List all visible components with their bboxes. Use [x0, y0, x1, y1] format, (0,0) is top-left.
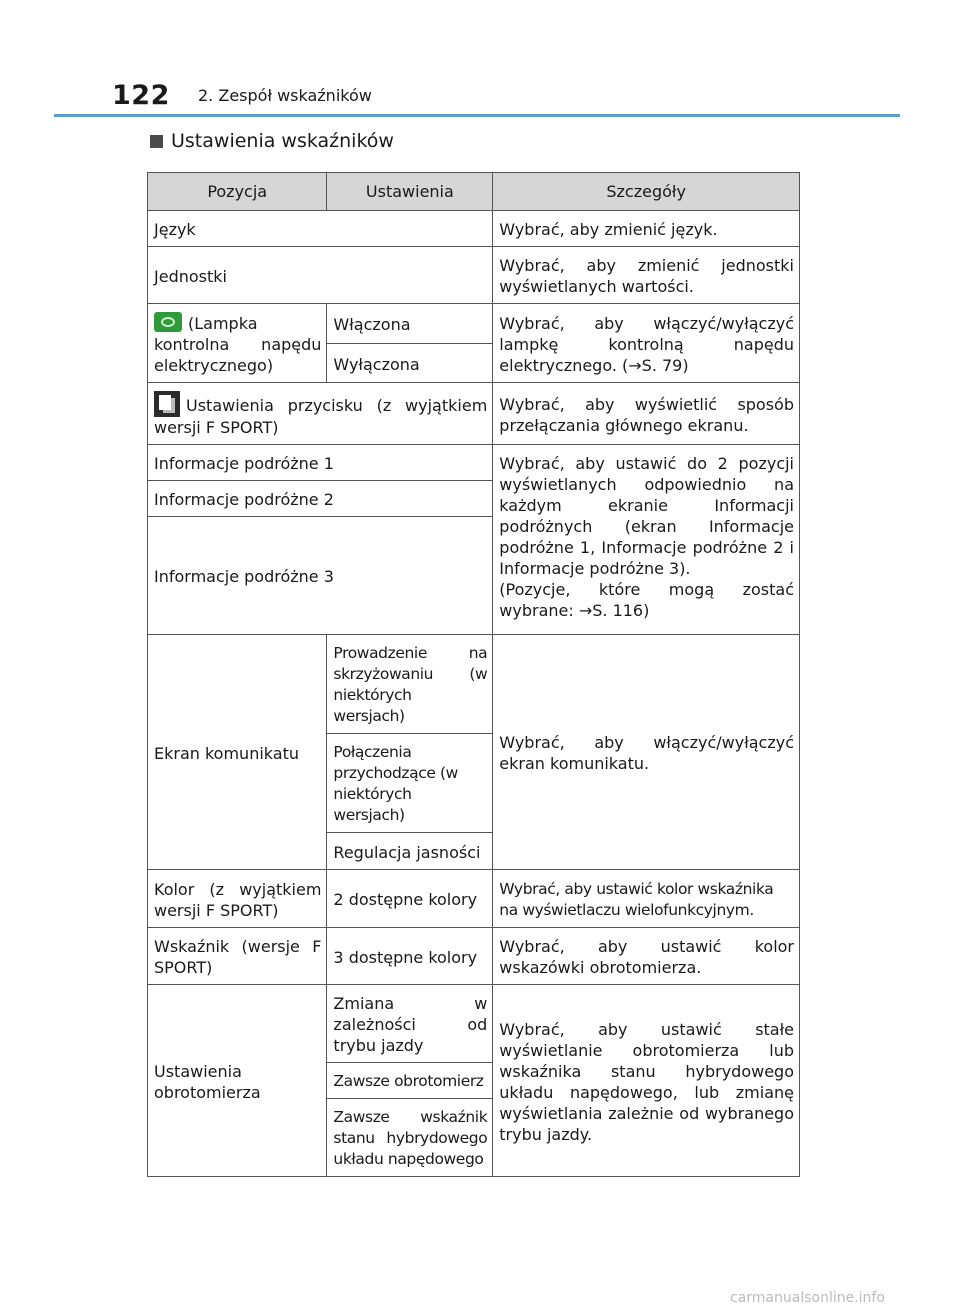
cell-setting: Zawsze wskaźnik stanu hybrydowego układu napędowego [327, 1099, 493, 1177]
cell-position-text: (Lampka kontrolna napędu elektrycznego) [154, 314, 322, 375]
bullet-square-icon [150, 135, 163, 148]
cell-details: Wybrać, aby ustawić stałe wyświetlanie obrotomierza lub wskaźnika stanu hybrydowego układu napędowego, lub zmianę wyświetlania zależnie od wybranego trybu jazdy. [493, 985, 800, 1177]
cell-setting: 3 dostępne kolory [327, 928, 493, 985]
cell-position: Ekran komunikatu [148, 635, 327, 870]
cell-details-note: (Pozycje, które mogą zostać wybrane: →S. 116) [499, 580, 794, 620]
cell-setting: Regulacja jasności [327, 833, 493, 870]
header-cell-details: Szczegóły [493, 173, 800, 211]
section-heading [150, 130, 394, 152]
cell-details: Wybrać, aby wyświetlić sposób przełączania głównego ekranu. [493, 383, 800, 445]
table-row [148, 247, 800, 304]
page-header [0, 0, 960, 118]
table-row [148, 985, 800, 1063]
table-row [148, 304, 800, 344]
cell-position [148, 383, 493, 445]
cell-setting: Zawsze obrotomierz [327, 1063, 493, 1099]
header-rule [54, 114, 900, 117]
cell-details-text: Wybrać, aby ustawić do 2 pozycji wyświetlanych odpowiednio na każdym ekranie Informacji podróżnych (ekran Informacje podróżne 1, Informacje podróżne 2 i Informacje podróżne 3). [499, 454, 794, 578]
display-button-icon [154, 391, 180, 417]
cell-setting: Prowadzenie na skrzyżowaniu (w niektórych wersjach) [327, 635, 493, 734]
chapter-title: 2. Zespół wskaźników [198, 86, 372, 105]
cell-details: Wybrać, aby ustawić kolor wskazówki obrotomierza. [493, 928, 800, 985]
table-header-row [148, 173, 800, 211]
cell-position: Informacje podróżne 2 [148, 481, 493, 517]
cell-details: Wybrać, aby włączyć/wyłączyć ekran komunikatu. [493, 635, 800, 870]
cell-details: Wybrać, aby zmienić jednostki wyświetlanych wartości. [493, 247, 800, 304]
cell-setting-off: Wyłączona [327, 344, 493, 383]
section-title: Ustawienia wskaźników [171, 130, 394, 152]
cell-position: Ustawienia obrotomierza [148, 985, 327, 1177]
ev-indicator-icon [154, 312, 182, 332]
page-number: 122 [112, 80, 170, 111]
cell-position: Kolor (z wyjątkiem wersji F SPORT) [148, 870, 327, 928]
table-row [148, 635, 800, 734]
table-row [148, 928, 800, 985]
cell-details: Wybrać, aby włączyć/wyłączyć lampkę kontrolną napędu elektrycznego. (→S. 79) [493, 304, 800, 383]
cell-position: Informacje podróżne 1 [148, 445, 493, 481]
cell-details [493, 445, 800, 635]
cell-position [148, 304, 327, 383]
cell-details: Wybrać, aby ustawić kolor wskaźnika na wyświetlaczu wielofunkcyjnym. [493, 870, 800, 928]
footer-watermark: carmanualsonline.info [730, 1290, 885, 1306]
table-row [148, 445, 800, 481]
cell-position: Jednostki [148, 247, 493, 304]
header-cell-settings: Ustawienia [327, 173, 493, 211]
cell-setting: Zmiana w zależności od trybu jazdy [327, 985, 493, 1063]
table-row [148, 870, 800, 928]
settings-table [147, 172, 800, 1177]
header-cell-position: Pozycja [148, 173, 327, 211]
table-row [148, 383, 800, 445]
cell-setting: Połączenia przychodzące (w niektórych wersjach) [327, 734, 493, 833]
table-row [148, 211, 800, 247]
cell-position-text: Ustawienia przycisku (z wyjątkiem wersji F SPORT) [154, 396, 488, 437]
cell-position: Informacje podróżne 3 [148, 517, 493, 635]
cell-position: Wskaźnik (wersje F SPORT) [148, 928, 327, 985]
cell-details: Wybrać, aby zmienić język. [493, 211, 800, 247]
cell-setting: 2 dostępne kolory [327, 870, 493, 928]
cell-position: Język [148, 211, 493, 247]
cell-setting-on: Włączona [327, 304, 493, 344]
